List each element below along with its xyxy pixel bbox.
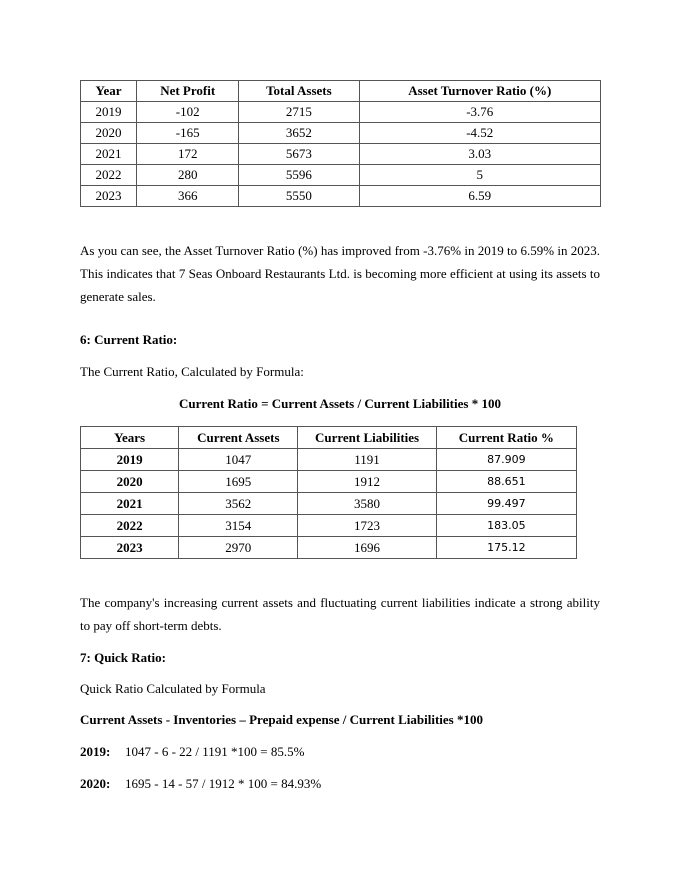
table-cell: 87.909 [436,449,576,471]
table-cell: 2023 [81,537,179,559]
table-cell: 2022 [81,165,137,186]
current-ratio-formula: Current Ratio = Current Assets / Current Liabilities * 100 [179,396,501,411]
column-header: Current Ratio % [436,427,576,449]
calculation-line [80,744,304,760]
current-ratio-paragraph: The company's increasing current assets and fluctuating current liabilities indicate a strong ability to pay off short-term debts. [80,595,600,633]
column-header: Current Liabilities [298,427,436,449]
calculation-expression: 1047 - 6 - 22 / 1191 *100 = 85.5% [125,744,305,759]
table-cell: -102 [137,102,239,123]
table-row [81,102,601,123]
table-cell: 5 [359,165,601,186]
table-cell: 2019 [81,449,179,471]
column-header: Current Assets [179,427,298,449]
calculation-year: 2020: [80,776,111,791]
table-header-row [81,427,577,449]
calculation-expression: 1695 - 14 - 57 / 1912 * 100 = 84.93% [125,776,322,791]
table-row [81,144,601,165]
table-row [81,493,577,515]
table-cell: 5550 [239,186,359,207]
table-cell: -4.52 [359,123,601,144]
table-cell: 1047 [179,449,298,471]
section-6-intro: The Current Ratio, Calculated by Formula: [80,364,304,379]
table-row [81,515,577,537]
table-row [81,123,601,144]
column-header: Years [81,427,179,449]
table-cell: 5673 [239,144,359,165]
table-row [81,165,601,186]
column-header: Asset Turnover Ratio (%) [359,81,601,102]
section-6-heading: 6: Current Ratio: [80,332,178,347]
table-row [81,186,601,207]
table-cell: 1723 [298,515,436,537]
table-row [81,471,577,493]
table-cell: 1696 [298,537,436,559]
table-cell: -165 [137,123,239,144]
table-cell: 3154 [179,515,298,537]
section-7-intro: Quick Ratio Calculated by Formula [80,681,266,696]
table-cell: 2020 [81,471,179,493]
table-cell: 3580 [298,493,436,515]
table-cell: 366 [137,186,239,207]
table-cell: -3.76 [359,102,601,123]
table-cell: 1191 [298,449,436,471]
current-ratio-table [80,426,577,559]
table-cell: 1912 [298,471,436,493]
table-cell: 2970 [179,537,298,559]
table-header-row [81,81,601,102]
section-7-heading: 7: Quick Ratio: [80,650,166,665]
table-cell: 2021 [81,493,179,515]
asset-turnover-table [80,80,601,207]
table-row [81,449,577,471]
column-header: Net Profit [137,81,239,102]
table-cell: 2019 [81,102,137,123]
quick-ratio-formula: Current Assets - Inventories – Prepaid expense / Current Liabilities *100 [80,712,483,727]
table-cell: 2715 [239,102,359,123]
table-cell: 5596 [239,165,359,186]
table-cell: 2023 [81,186,137,207]
table-cell: 2021 [81,144,137,165]
column-header: Year [81,81,137,102]
table-cell: 3.03 [359,144,601,165]
calculation-year: 2019: [80,744,111,759]
table-row [81,537,577,559]
asset-turnover-paragraph: As you can see, the Asset Turnover Ratio (%) has improved from -3.76% in 2019 to 6.59% in 2023. This indicates that 7 Seas Onboard Restaurants Ltd. is becoming more efficient at using its assets to generate sales. [80,243,600,304]
table-cell: 2022 [81,515,179,537]
table-cell: 99.497 [436,493,576,515]
table-cell: 172 [137,144,239,165]
table-cell: 2020 [81,123,137,144]
table-cell: 3652 [239,123,359,144]
table-cell: 3562 [179,493,298,515]
table-cell: 280 [137,165,239,186]
table-cell: 175.12 [436,537,576,559]
table-cell: 88.651 [436,471,576,493]
calculation-line [80,776,321,792]
column-header: Total Assets [239,81,359,102]
table-cell: 6.59 [359,186,601,207]
table-cell: 1695 [179,471,298,493]
table-cell: 183.05 [436,515,576,537]
